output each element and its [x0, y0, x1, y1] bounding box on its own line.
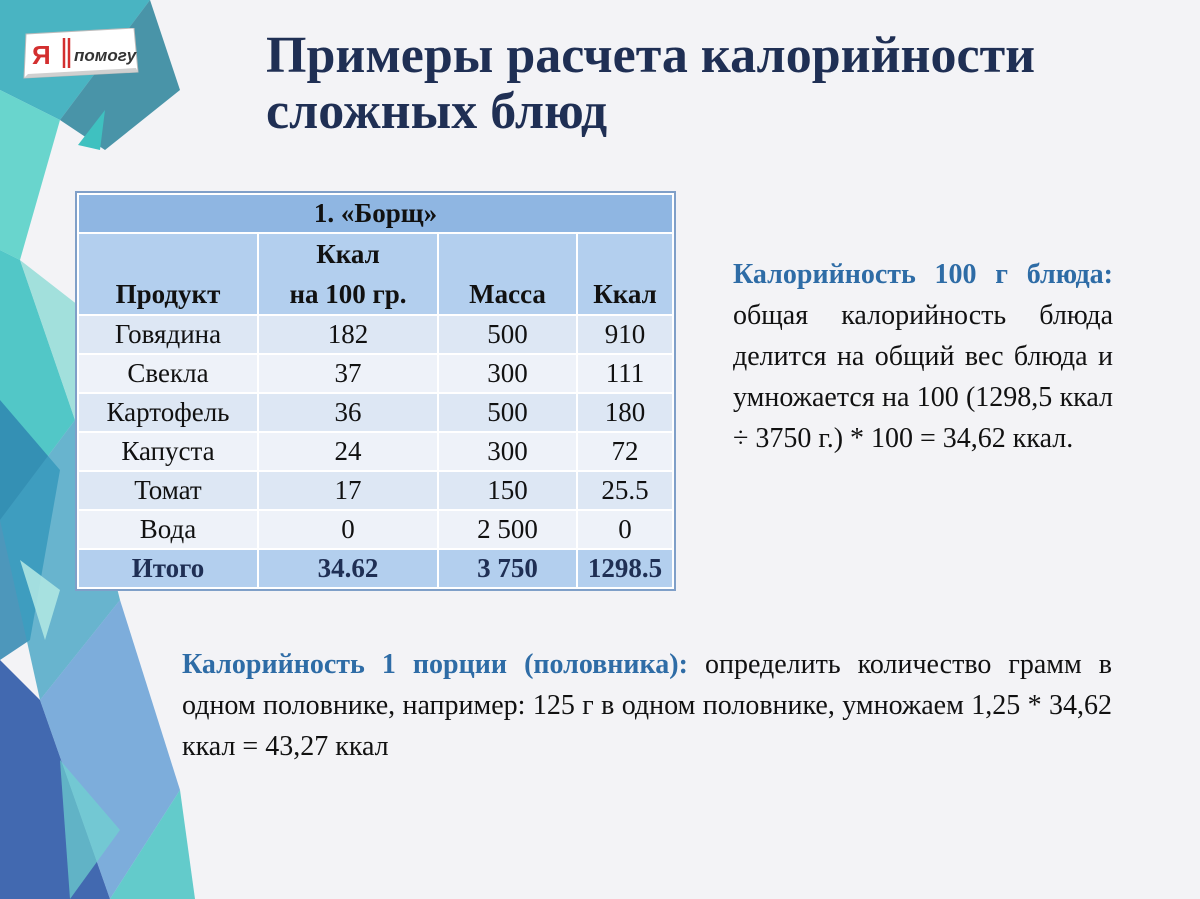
- bottom-note-body: определить количество грамм в одном половнике, например: 125 г в одном половнике, умножаем 1,25 * 34,62 ккал = 43,27 ккал: [182, 649, 1113, 762]
- cell-product: Вода: [78, 510, 258, 549]
- cell-kcal-per-100: 37: [258, 354, 438, 393]
- cell-product: Томат: [78, 471, 258, 510]
- cell-mass: 2 500: [438, 510, 577, 549]
- table-total-row: [78, 549, 673, 588]
- table-caption: 1. «Борщ»: [78, 194, 673, 233]
- cell-kcal: 25.5: [577, 471, 673, 510]
- cell-kcal: 0: [577, 510, 673, 549]
- cell-kcal-per-100: 24: [258, 432, 438, 471]
- cell-mass: 500: [438, 393, 577, 432]
- page-title: [266, 28, 1166, 140]
- table-row: [78, 471, 673, 510]
- svg-text:Я: Я: [32, 40, 51, 70]
- cell-mass: 300: [438, 354, 577, 393]
- cell-kcal-per-100: 17: [258, 471, 438, 510]
- header-product: Продукт: [78, 233, 258, 315]
- cell-kcal: 180: [577, 393, 673, 432]
- table-row: [78, 315, 673, 354]
- bottom-note: [182, 644, 1112, 767]
- header-kcal: Ккал: [577, 233, 673, 315]
- header-kcal-per-100: [258, 233, 438, 315]
- title-line-2: сложных блюд: [266, 83, 608, 140]
- logo-badge-icon: [22, 28, 140, 80]
- cell-mass: 300: [438, 432, 577, 471]
- svg-text:помогу: помогу: [74, 46, 137, 65]
- header-kcal-per-100-line2: на 100 гр.: [289, 279, 407, 309]
- cell-mass: 500: [438, 315, 577, 354]
- cell-kcal-per-100: 182: [258, 315, 438, 354]
- bottom-note-heading: Калорийность 1 порции (половника):: [182, 649, 688, 680]
- total-kcal: 1298.5: [577, 549, 673, 588]
- cell-kcal-per-100: 36: [258, 393, 438, 432]
- total-label: Итого: [78, 549, 258, 588]
- total-mass: 3 750: [438, 549, 577, 588]
- logo: [22, 28, 140, 80]
- cell-kcal: 111: [577, 354, 673, 393]
- cell-mass: 150: [438, 471, 577, 510]
- side-note: [733, 254, 1113, 459]
- table-row: [78, 510, 673, 549]
- title-line-1: Примеры расчета калорийности: [266, 27, 1036, 84]
- table-row: [78, 432, 673, 471]
- cell-product: Свекла: [78, 354, 258, 393]
- header-kcal-per-100-line1: Ккал: [316, 239, 380, 269]
- total-kcal-per-100: 34.62: [258, 549, 438, 588]
- cell-product: Капуста: [78, 432, 258, 471]
- cell-product: Говядина: [78, 315, 258, 354]
- recipe-table: [77, 193, 674, 589]
- table-row: [78, 354, 673, 393]
- header-mass: Масса: [438, 233, 577, 315]
- cell-product: Картофель: [78, 393, 258, 432]
- table-row: [78, 393, 673, 432]
- cell-kcal-per-100: 0: [258, 510, 438, 549]
- side-note-body: общая калорийность блюда делится на общий вес блюда и умножается на 100 (1298,5 ккал ÷ 3750 г.) * 100 = 34,62 ккал.: [733, 300, 1113, 454]
- cell-kcal: 910: [577, 315, 673, 354]
- cell-kcal: 72: [577, 432, 673, 471]
- side-note-heading: Калорийность 100 г блюда:: [733, 259, 1113, 290]
